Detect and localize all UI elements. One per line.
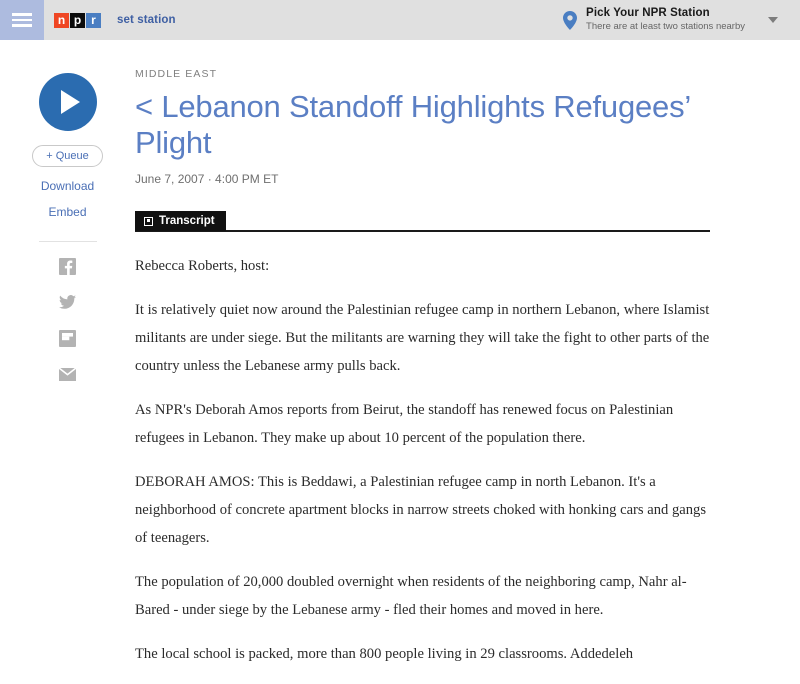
header-spacer [176, 0, 563, 40]
transcript-paragraph: It is relatively quiet now around the Palestinian refugee camp in northern Lebanon, where Islamist militants are under siege. But the militants are warning they will take the fight to other parts of the country unless the Lebanese army pulls back. [135, 302, 710, 375]
email-icon[interactable] [59, 366, 76, 383]
article-main [135, 68, 755, 684]
transcript-paragraph: As NPR's Deborah Amos reports from Beirut, the standoff has renewed focus on Palestinian refugees in Lebanon. They make up about 10 percent of the population there. [135, 402, 674, 447]
station-picker[interactable] [563, 0, 800, 40]
flipboard-icon[interactable] [59, 330, 76, 347]
transcript-paragraph: The local school is packed, more than 800 people living in 29 classrooms. Addedeleh [135, 646, 634, 663]
page-body [0, 40, 800, 684]
play-audio-button[interactable] [39, 73, 97, 131]
logo-letter-r: r [86, 13, 101, 28]
npr-logo[interactable] [54, 0, 101, 40]
station-picker-subtitle: There are at least two stations nearby [586, 20, 745, 32]
site-header [0, 0, 800, 40]
set-station-link[interactable]: set station [117, 14, 176, 26]
tools-divider [39, 241, 97, 242]
hamburger-line [12, 13, 32, 16]
page-title: < Lebanon Standoff Highlights Refugees’ Plight [135, 89, 690, 160]
social-share-list [59, 258, 76, 383]
transcript-paragraph: Rebecca Roberts, host: [135, 258, 270, 275]
facebook-icon[interactable] [59, 258, 76, 275]
chevron-down-icon[interactable] [768, 17, 778, 23]
hamburger-menu-icon[interactable] [0, 0, 44, 40]
tab-transcript-label: Transcript [159, 215, 215, 228]
article-date: June 7, 2007 · 4:00 PM ET [135, 172, 279, 187]
station-picker-title: Pick Your NPR Station [586, 7, 710, 20]
twitter-icon[interactable] [59, 294, 76, 311]
transcript-paragraph: The population of 20,000 doubled overnight when residents of the neighboring camp, Nahr al-Bared - under siege by the Lebanese army - fled their homes and moved in here. [135, 574, 687, 619]
document-icon [144, 217, 153, 226]
download-link[interactable]: Download [40, 179, 95, 193]
hamburger-line [12, 24, 32, 27]
hamburger-line [12, 19, 32, 22]
logo-letter-n: n [54, 13, 69, 28]
location-pin-icon [563, 11, 577, 30]
transcript-paragraph: DEBORAH AMOS: This is Beddawi, a Palestinian refugee camp in north Lebanon. It's a neighborhood of concrete apartment blocks in narrow streets choked with honking cars and gangs of teenagers. [135, 474, 707, 547]
play-icon [61, 90, 80, 114]
logo-letter-p: p [70, 13, 85, 28]
article-kicker[interactable]: MIDDLE EAST [135, 68, 218, 80]
embed-link[interactable]: Embed [48, 205, 87, 219]
article-tools-sidebar [0, 68, 135, 684]
tab-transcript[interactable] [135, 211, 226, 231]
add-to-queue-button[interactable]: + Queue [32, 145, 103, 167]
article-tabs [135, 210, 710, 232]
station-text [586, 7, 745, 32]
transcript-body [135, 252, 710, 668]
